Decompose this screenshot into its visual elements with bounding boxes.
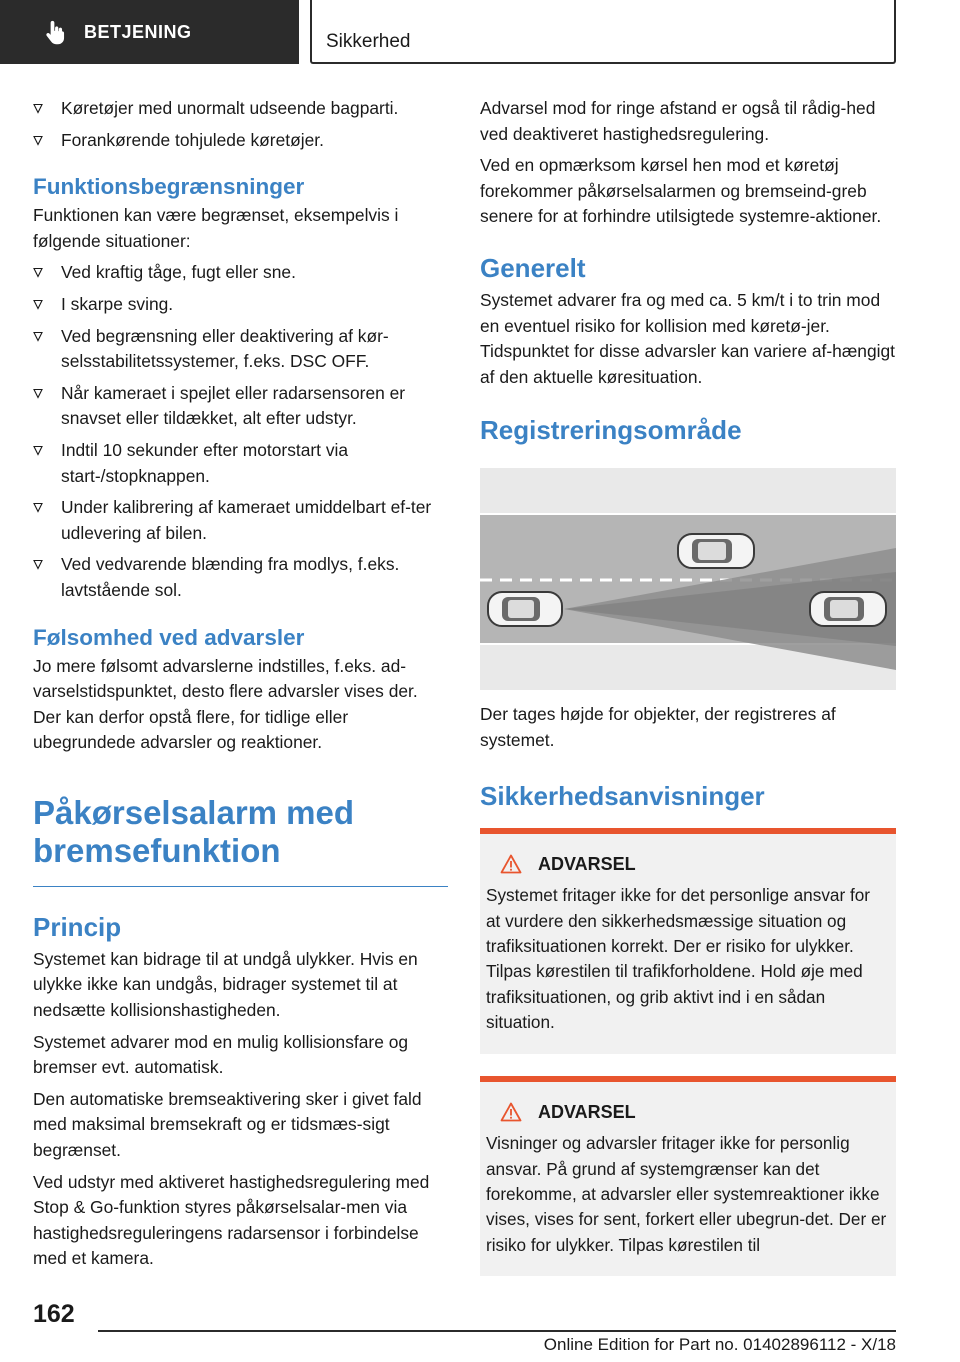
triangle-bullet-icon xyxy=(33,299,43,310)
car-ego xyxy=(488,592,562,626)
triangle-bullet-icon xyxy=(33,559,43,570)
heading-detection-area: Registreringsområde xyxy=(480,415,742,446)
list-item: Ved vedvarende blænding fra modlys, f.eks. lavtstående sol. xyxy=(33,552,448,603)
diagram-caption: Der tages højde for objekter, der registreres af systemet. xyxy=(480,704,836,750)
triangle-bullet-icon xyxy=(33,445,43,456)
heading-limitations: Funktionsbegrænsninger xyxy=(33,174,305,200)
triangle-bullet-icon xyxy=(33,502,43,513)
warning-triangle-icon xyxy=(500,854,522,874)
warning-text: Visninger og advarsler fritager ikke for personlig ansvar. På grund af systemgrænser kan det forekomme, at advarsler eller systemreaktioner ikke vises, vises for sent, forkert eller ubegrun-det. Der er risiko for ulykker. Tilpas kørestilen til xyxy=(486,1133,887,1255)
list-item: Når kameraet i spejlet eller radarsensoren er snavset eller tildækket, alt efter udstyr. xyxy=(33,381,448,432)
list-item: I skarpe sving. xyxy=(33,292,448,318)
car-ahead-same-lane xyxy=(810,592,886,626)
heading-principle: Princip xyxy=(33,911,122,942)
section-tab-label: BETJENING xyxy=(84,21,192,42)
heading-general: Generelt xyxy=(480,252,586,283)
warning-title: ADVARSEL xyxy=(538,853,636,874)
list-item: Ved begrænsning eller deaktivering af kør-selsstabilitetssystemer, f.eks. DSC OFF. xyxy=(33,324,448,375)
list-item: Ved kraftig tåge, fugt eller sne. xyxy=(33,260,448,286)
section-title: Sikkerhed xyxy=(326,31,411,52)
section-title-box xyxy=(310,0,896,64)
heading-sensitivity: Følsomhed ved advarsler xyxy=(33,624,305,650)
page-number: 162 xyxy=(33,1300,75,1328)
edition-line: Online Edition for Part no. 01402896112 - X/18 xyxy=(543,1335,896,1354)
limitations-intro: Funktionen kan være begrænset, eksempelvis i følgende situationer: xyxy=(33,205,399,251)
sensitivity-text: Jo mere følsomt advarslerne indstilles, f.eks. ad-varselstidspunktet, desto flere advarsler vises der. Der kan derfor opstå flere, for tidlige eller ubegrundede advarsler og reaktioner. xyxy=(33,655,418,753)
warning-box xyxy=(480,828,896,1054)
warning-triangle-icon xyxy=(500,1102,522,1122)
principle-paragraph: Ved udstyr med aktiveret hastighedsregulering med Stop & Go-funktion styres påkørselsalar-men via hastighedsreguleringens radarsensor i forbindelse med et kamera. xyxy=(33,1171,430,1269)
road-illustration xyxy=(480,468,896,690)
section-tab xyxy=(0,0,299,64)
warning-title: ADVARSEL xyxy=(538,1101,636,1122)
list-item: Forankørende tohjulede køretøjer. xyxy=(33,128,448,154)
principle-paragraph: Systemet advarer mod en mulig kollisionsfare og bremser evt. automatisk. xyxy=(33,1031,409,1078)
list-item: Køretøjer med unormalt udseende bagparti. xyxy=(33,96,448,122)
right-column xyxy=(480,96,896,1276)
triangle-bullet-icon xyxy=(33,103,43,114)
car-ahead-adjacent-lane xyxy=(678,534,754,568)
triangle-bullet-icon xyxy=(33,388,43,399)
footer-rule xyxy=(98,1330,896,1332)
general-text: Systemet advarer fra og med ca. 5 km/t i to trin mod en eventuel risiko for kollision med køretø-jer. Tidspunktet for disse advarsler kan variere af-hængigt af den aktuelle køresituation. xyxy=(480,289,895,387)
heading-safety: Sikkerhedsanvisninger xyxy=(480,780,765,811)
triangle-bullet-icon xyxy=(33,135,43,146)
list-item: Indtil 10 sekunder efter motorstart via start-/stopknappen. xyxy=(33,438,448,489)
principle-paragraph: Systemet kan bidrage til at undgå ulykker. Hvis en ulykke ikke kan undgås, bidrager systemet til at nedsætte kollisionshastigheden. xyxy=(33,948,418,1021)
detection-area-diagram xyxy=(480,468,896,690)
left-column xyxy=(33,96,448,1278)
principle-paragraph: Den automatiske bremseaktivering sker i givet fald med maksimal bremsekraft og er tidsmæs-sigt begrænset. xyxy=(33,1088,422,1161)
chapter-title: Påkørselsalarm med bremsefunktion xyxy=(33,794,448,887)
paragraph: Ved en opmærksom kørsel hen mod et køretøj forekommer påkørselsalarmen og bremseind-greb senere for at forhindre utilsigtede systemre-aktioner. xyxy=(480,155,882,227)
hand-pointer-icon xyxy=(42,18,70,46)
triangle-bullet-icon xyxy=(33,267,43,278)
list-item: Under kalibrering af kameraet umiddelbart ef-ter udlevering af bilen. xyxy=(33,495,448,546)
warning-box xyxy=(480,1076,896,1277)
triangle-bullet-icon xyxy=(33,331,43,342)
warning-text: Systemet fritager ikke for det personlige ansvar for at vurdere den sikkerhedsmæssige situation og trafiksituationen korrekt. Der er risiko for ulykker. Tilpas kørestilen til trafikforholdene. Hold øje med trafiksituationen, og grib aktivt ind i en sådan situation. xyxy=(486,885,871,1033)
paragraph: Advarsel mod for ringe afstand er også til rådig-hed ved deaktiveret hastighedsregulering. xyxy=(480,98,876,144)
